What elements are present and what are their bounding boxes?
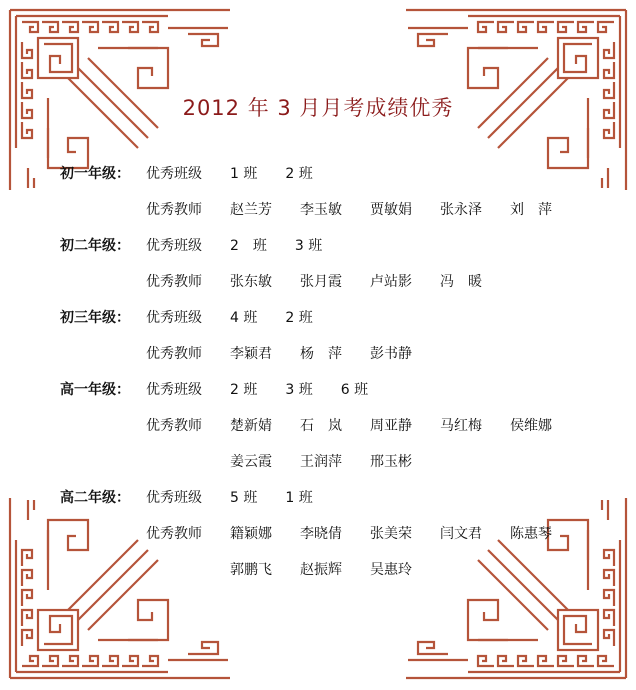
section-teacher-row: [60, 199, 616, 235]
section-teacher-row: [60, 415, 616, 451]
teacher-list: [230, 343, 440, 365]
teacher-name: 张美荣: [370, 526, 412, 542]
teacher-name: 周亚静: [370, 418, 412, 434]
class-item: 2 班: [230, 238, 267, 254]
section-class-row: [60, 235, 616, 271]
section-teacher-row: [60, 559, 616, 595]
class-item: 1 班: [230, 166, 258, 182]
teacher-label: 优秀教师: [146, 526, 202, 542]
grade-label: 初二年级：: [60, 238, 130, 254]
section-class-row: [60, 163, 616, 199]
section-class-row: [60, 379, 616, 415]
teacher-name: 郭鹏飞: [230, 562, 272, 578]
teacher-label: 优秀教师: [146, 274, 202, 290]
teacher-list: [230, 271, 510, 293]
teacher-name: 姜云霞: [230, 454, 272, 470]
teacher-name: 陈惠琴: [510, 526, 552, 542]
teacher-name: 贾敏娟: [370, 202, 412, 218]
teacher-list: [230, 415, 580, 437]
teacher-name: 石 岚: [300, 418, 342, 434]
grade-label: 初三年级：: [60, 310, 130, 326]
teacher-name: 李晓倩: [300, 526, 342, 542]
teacher-name: 刘 萍: [510, 202, 552, 218]
class-label: 优秀班级: [146, 238, 202, 254]
class-item: 2 班: [285, 166, 313, 182]
teacher-name: 杨 萍: [300, 346, 342, 362]
teacher-name: 马红梅: [440, 418, 482, 434]
teacher-name: 赵兰芳: [230, 202, 272, 218]
class-list: [230, 487, 341, 509]
teacher-name: 张东敏: [230, 274, 272, 290]
teacher-name: 冯 暖: [440, 274, 482, 290]
teacher-list: [230, 451, 440, 473]
class-list: [230, 307, 341, 329]
teacher-name: 侯维娜: [510, 418, 552, 434]
class-item: 1 班: [285, 490, 313, 506]
page-title: 2012 年 3 月月考成绩优秀: [182, 96, 454, 120]
section-teacher-row: [60, 271, 616, 307]
class-item: 2 班: [285, 310, 313, 326]
class-list: [230, 379, 396, 401]
teacher-name: 李玉敏: [300, 202, 342, 218]
class-item: 3 班: [294, 238, 323, 254]
teacher-name: 张永泽: [440, 202, 482, 218]
teacher-name: 李颖君: [230, 346, 272, 362]
teacher-label: 优秀教师: [146, 418, 202, 434]
class-item: 6 班: [340, 382, 369, 398]
teacher-list: [230, 559, 440, 581]
teacher-name: 籍颖娜: [230, 526, 272, 542]
class-item: 3 班: [285, 382, 313, 398]
teacher-name: 吴惠玲: [370, 562, 412, 578]
teacher-name: 彭书静: [370, 346, 412, 362]
teacher-list: [230, 199, 580, 221]
class-item: 4 班: [230, 310, 258, 326]
teacher-label: 优秀教师: [146, 202, 202, 218]
section-class-row: [60, 307, 616, 343]
class-item: 2 班: [230, 382, 258, 398]
grade-label: 高二年级：: [60, 490, 130, 506]
class-list: [230, 235, 350, 257]
teacher-name: 张月霞: [300, 274, 342, 290]
class-item: 5 班: [230, 490, 258, 506]
class-label: 优秀班级: [146, 490, 202, 506]
teacher-name: 闫文君: [440, 526, 482, 542]
section-class-row: [60, 487, 616, 523]
class-label: 优秀班级: [146, 382, 202, 398]
class-label: 优秀班级: [146, 166, 202, 182]
teacher-name: 赵振辉: [300, 562, 342, 578]
teacher-name: 楚新婧: [230, 418, 272, 434]
honor-list: [60, 163, 616, 595]
teacher-name: 卢站影: [370, 274, 412, 290]
section-teacher-row: [60, 523, 616, 559]
teacher-name: 邢玉彬: [370, 454, 412, 470]
teacher-label: 优秀教师: [146, 346, 202, 362]
teacher-name: 王润萍: [300, 454, 342, 470]
class-label: 优秀班级: [146, 310, 202, 326]
section-teacher-row: [60, 451, 616, 487]
class-list: [230, 163, 341, 185]
grade-label: 初一年级：: [60, 166, 130, 182]
teacher-list: [230, 523, 580, 545]
section-teacher-row: [60, 343, 616, 379]
grade-label: 高一年级：: [60, 382, 130, 398]
